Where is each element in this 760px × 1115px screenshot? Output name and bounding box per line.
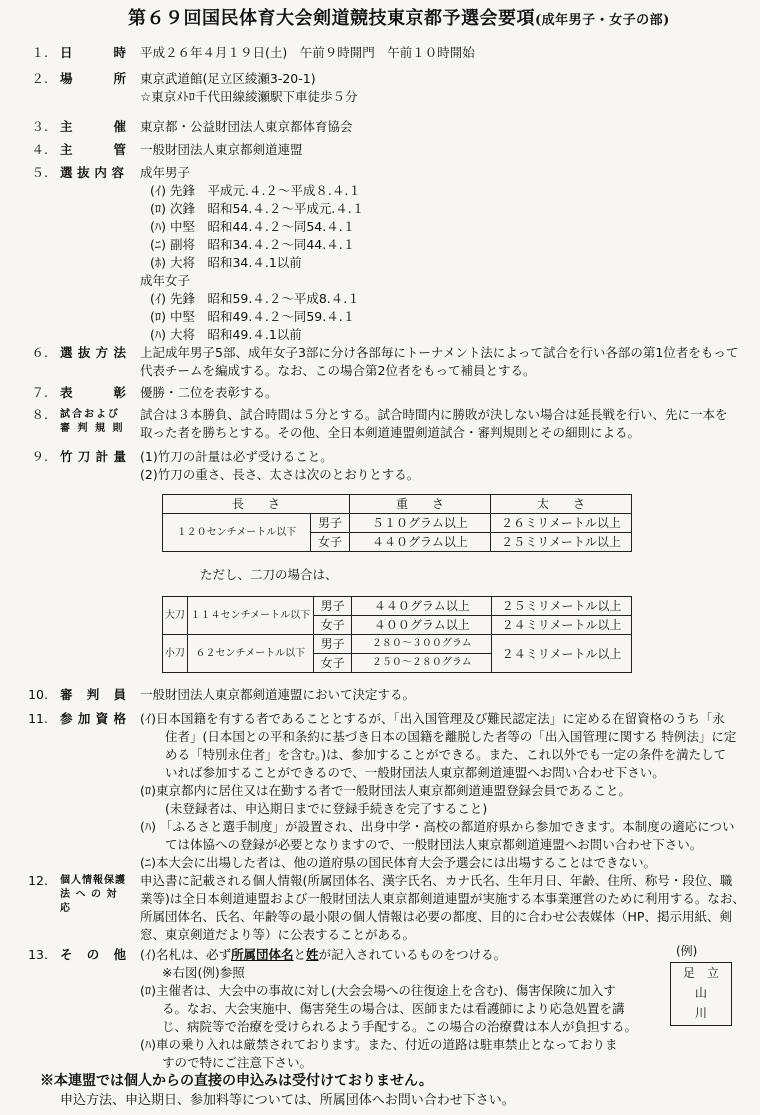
rules-text [140, 406, 740, 442]
text-line: いれば参加することができるので、一般財団法人東京都剣道連盟へお問い合わせ下さい。 [165, 765, 665, 780]
label-char: 格 [113, 711, 126, 726]
other-text [140, 946, 640, 1072]
table-header: 太 さ [491, 495, 632, 514]
notice-heading: ※本連盟では個人からの直接の申込みは受付けておりません。 [40, 1073, 433, 1089]
text-line: ては体協への登録が必要となりますので、一般財団法人東京都剣道連盟へお問い合わせ下さい。 [165, 837, 703, 852]
label-char: 選 [60, 345, 73, 360]
example-line: 足 立 [682, 966, 719, 980]
underlined-text: 所属団体名 [231, 947, 294, 962]
table-cell: ２５ミリメートル以上 [491, 533, 632, 552]
organizer-text: 東京都・公益財団法人東京都体育協会 [140, 119, 353, 134]
text-part: と [293, 947, 307, 962]
text-part: が記入されているものをつける。 [318, 947, 507, 962]
management-text: 一般財団法人東京都剣道連盟 [140, 142, 303, 157]
section-number: １. [31, 45, 48, 60]
table-row [163, 597, 632, 616]
table-header: 長 さ [163, 495, 350, 514]
label-char: 場 [60, 71, 73, 86]
method-text [140, 344, 740, 380]
privacy-text [140, 872, 745, 944]
table-cell: 女子 [313, 654, 352, 673]
example-label: (例) [676, 944, 698, 958]
label-char: の [86, 947, 100, 962]
label-line: 法 へ の 対 応 [60, 889, 118, 914]
label-char: 竹 [60, 449, 73, 464]
label-char: 選 [60, 165, 73, 180]
label-char: 抜 [77, 165, 90, 180]
text-line: める「特別永住者」を含む。)は、参加することができる。また、これ以外でも一定の条件を満たして [165, 747, 727, 762]
label-char: 資 [95, 711, 109, 726]
text-line: 取った者を勝ちとする。その他、全日本剣道連盟剣道試合・審判規則とその細則による。 [140, 425, 641, 440]
shinai-text [140, 448, 740, 484]
text-line: 所属団体名、氏名、年齢等の最小限の個人情報は必要の都度、目的に合わせ公表媒体（HP、掲示用紙、剣 [140, 909, 732, 924]
section-label [60, 448, 126, 466]
section-label [60, 141, 126, 159]
section-number: ２. [31, 71, 48, 86]
nametag-rule [140, 946, 640, 964]
text-line: すので特にご注意下さい。 [162, 1055, 313, 1070]
text-line: ※右図(例)参照 [162, 965, 245, 980]
example-line: 山 [694, 986, 707, 1000]
section-label [60, 70, 126, 88]
label-char: 審 [60, 687, 73, 702]
text-line: じ、病院等で治療を受けられるよう手配する。この場合の治療費は本人が負担する。 [162, 1019, 638, 1034]
table-header: 重 さ [350, 495, 491, 514]
table-cell: ２５ミリメートル以上 [492, 597, 632, 616]
section-label [60, 164, 124, 182]
label-char: そ [60, 947, 73, 962]
title-main: 第６９回国民体育大会剣道競技東京都予選会要項 [128, 8, 535, 29]
text-line: (2)竹刀の重さ、長さ、太さは次のとおりとする。 [140, 467, 420, 482]
label-char: 法 [113, 345, 126, 360]
text-line: (ﾊ) 「ふるさと選手制度」が設置され、出身中学・高校の都道府県から参加できます。本制度の適応につい [140, 819, 735, 834]
label-char: 他 [113, 947, 126, 962]
list-item: (ﾆ) 副将 昭和34.４.２～同44.４.１ [150, 237, 356, 252]
label-char: 管 [113, 142, 126, 157]
section-label [60, 344, 126, 362]
text-line: (ﾆ)本大会に出場した者は、他の道府県の国民体育大会予選会には出場することはできない。 [140, 855, 657, 870]
label-char: 催 [113, 119, 126, 134]
text-line: (未登録者は、申込期日までに登録手続きを完了すること) [165, 801, 488, 816]
table-cell: 大刀 [163, 597, 188, 635]
table-row [163, 635, 632, 654]
table-cell: 男子 [313, 635, 352, 654]
table-cell: ２４ミリメートル以上 [492, 616, 632, 635]
shinai-table [162, 494, 632, 552]
label-char: 加 [77, 711, 91, 726]
label-line: 試合および [60, 409, 120, 420]
label-char: 員 [113, 687, 126, 702]
label-char: 所 [113, 71, 126, 86]
table-cell: ２５０～２８０グラム [352, 654, 492, 673]
eligibility-text [140, 710, 740, 872]
section-label [60, 874, 126, 916]
section-label [60, 408, 126, 436]
nito-table [162, 596, 632, 673]
table-cell: 小刀 [163, 635, 188, 673]
text-line: (ﾛ)東京都内に居住又は在勤する者で一般財団法人東京都剣道連盟登録会員であること。 [140, 783, 632, 798]
text-line: 上記成年男子5部、成年女子3部に分け各部毎にトーナメント法によって試合を行い各部の第1位者をもって [140, 345, 739, 360]
women-title: 成年女子 [140, 273, 191, 288]
venue-text [140, 70, 740, 106]
page-title [128, 10, 748, 30]
section-label [60, 710, 126, 728]
section-label [60, 946, 126, 964]
text-line: 代表チームを編成する。なお、この場合第2位者をもって補員とする。 [140, 363, 536, 378]
table-cell: ２６ミリメートル以上 [491, 514, 632, 533]
label-char: 時 [113, 45, 126, 60]
label-line: 審 判 規 則 [60, 423, 125, 434]
section-number: ４. [31, 142, 48, 157]
list-item: (ｲ) 先鋒 平成元.４.２～平成８.４.１ [150, 183, 361, 198]
however-text: ただし、二刀の場合は、 [200, 567, 338, 582]
list-item: (ﾛ) 次鋒 昭和54.４.２～平成元.４.１ [150, 201, 365, 216]
label-char: 方 [95, 345, 109, 360]
section-number: ７. [31, 385, 48, 400]
date-text: 平成２６年４月１９日(土) 午前９時開門 午前１０時開始 [140, 45, 475, 60]
section-number: 11. [28, 711, 48, 726]
men-title: 成年男子 [140, 165, 191, 180]
text-line: 業等)は全日本剣道連盟および一般財団法人東京都剣道連盟が実施する本事業運営のために利用する。なお、 [140, 891, 745, 906]
section-number: 12. [28, 873, 48, 888]
text-line: 窓、東京剣道だより等）に公表することがある。 [140, 927, 416, 942]
text-line: 申込書に記載される個人情報(所属団体名、漢字氏名、カナ氏名、生年月日、年齢、住所、称号・段位、職 [140, 873, 733, 888]
text-line: (ｲ)日本国籍を有する者であることとするが、「出入国管理及び難民認定法」に定める在留資格のうち「永 [140, 711, 725, 726]
referee-text: 一般財団法人東京都剣道連盟において決定する。 [140, 687, 416, 702]
label-char: 量 [113, 449, 126, 464]
table-cell: 男子 [311, 514, 350, 533]
title-suffix: (成年男子・女子の部) [535, 13, 670, 28]
text-line: (ﾊ)車の乗り入れは厳禁されております。また、付近の道路は駐車禁止となっておりま [140, 1037, 618, 1052]
venue-address: 東京武道館(足立区綾瀬3-20-1) [140, 71, 316, 86]
venue-access: ☆東京ﾒﾄﾛ千代田線綾瀬駅下車徒歩５分 [140, 89, 358, 104]
section-label [60, 44, 126, 62]
table-cell: ４４０グラム以上 [352, 597, 492, 616]
table-cell: 男子 [313, 597, 352, 616]
text-part: (ｲ)名札は、必ず [140, 947, 232, 962]
label-char: 容 [111, 165, 124, 180]
notice-text: 申込方法、申込期日、参加料等については、所属団体へお問い合わせ下さい。 [60, 1093, 515, 1108]
label-char: 刀 [77, 449, 91, 464]
text-line: 住者」(日本国との平和条約に基づき日本の国籍を離脱した者等の「出入国管理に関する 特例法」に定 [165, 729, 737, 744]
section-number: ９. [31, 449, 48, 464]
label-char: 判 [86, 687, 100, 702]
text-line: (1)竹刀の計量は必ず受けること。 [140, 449, 333, 464]
label-char: 主 [60, 142, 73, 157]
section-number: ３. [31, 119, 48, 134]
table-cell: 女子 [311, 533, 350, 552]
section-number: 13. [28, 947, 48, 962]
label-char: 計 [95, 449, 109, 464]
list-item: (ｲ) 先鋒 昭和59.４.２～平成8.４.１ [150, 291, 360, 306]
section-number: ６. [31, 345, 48, 360]
table-cell: １１４センチメートル以下 [187, 597, 313, 635]
label-char: 彰 [113, 385, 126, 400]
list-item: (ﾊ) 大将 昭和49.４.1以前 [150, 327, 302, 342]
example-line: 川 [694, 1006, 707, 1020]
section-number: ８. [31, 407, 48, 422]
table-header-row [163, 495, 632, 514]
award-text: 優勝・二位を表彰する。 [140, 385, 278, 400]
list-item: (ﾛ) 中堅 昭和49.４.２～同59.４.１ [150, 309, 356, 324]
table-cell: ４４０グラム以上 [350, 533, 491, 552]
label-char: 参 [60, 711, 73, 726]
text-line: る。なお、大会実施中、傷害発生の場合は、医師または看護師により応急処置を講 [162, 1001, 625, 1016]
table-cell: ２４ミリメートル以上 [492, 635, 632, 673]
table-cell: 女子 [313, 616, 352, 635]
label-char: 主 [60, 119, 73, 134]
table-row [163, 514, 632, 533]
list-item: (ﾎ) 大将 昭和34.４.1以前 [150, 255, 302, 270]
underlined-text: 姓 [306, 947, 319, 962]
section-number: ５. [31, 165, 48, 180]
table-cell: ４００グラム以上 [352, 616, 492, 635]
text-line: 試合は３本勝負、試合時間は５分とする。試合時間内に勝敗が決しない場合は延長戦を行い、先に一本を [140, 407, 728, 422]
table-cell: １２０センチメートル以下 [163, 514, 311, 552]
section-label [60, 384, 126, 402]
label-char: 内 [94, 165, 107, 180]
text-line: (ﾛ)主催者は、大会中の事故に対し(大会会場への往復途上を含む)、傷害保険に加入す [140, 983, 616, 998]
label-char: 表 [60, 385, 73, 400]
list-item: (ﾊ) 中堅 昭和44.４.２～同54.４.１ [150, 219, 356, 234]
table-cell: ６２センチメートル以下 [187, 635, 313, 673]
label-line: 個人情報保護 [60, 875, 126, 886]
section-number: 10. [28, 687, 48, 702]
label-char: 抜 [77, 345, 91, 360]
table-cell: ５１０グラム以上 [350, 514, 491, 533]
table-cell: ２８０～３００グラム [352, 635, 492, 654]
selection-list [140, 164, 740, 344]
section-label [60, 118, 126, 136]
section-label [60, 686, 126, 704]
label-char: 日 [60, 45, 73, 60]
nametag-example [670, 962, 732, 1026]
